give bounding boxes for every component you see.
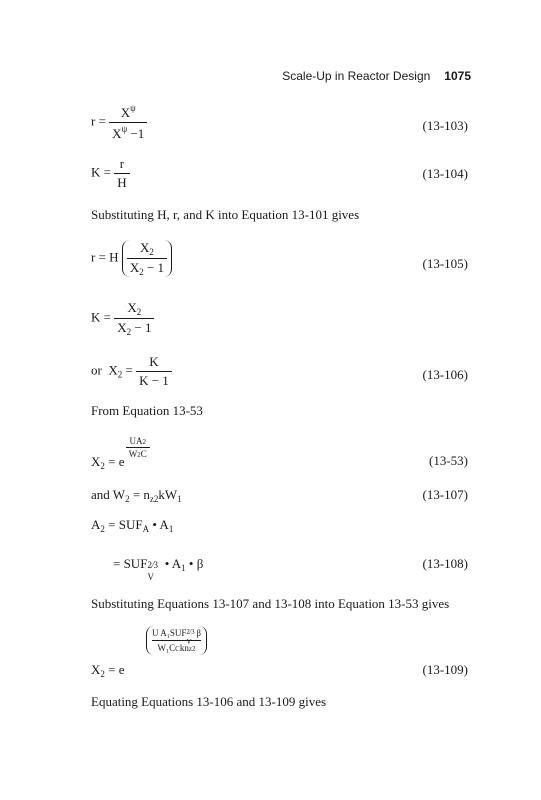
eq108-b: • A xyxy=(161,556,182,571)
eq-number-13-104: (13-104) xyxy=(422,166,468,181)
eq-number-13-108: (13-108) xyxy=(422,556,468,571)
eq53-exp-den: W xyxy=(128,449,138,459)
eq104-lhs: K = xyxy=(91,164,111,180)
eq53-lhs-sub: 2 xyxy=(100,461,105,471)
eq107-a: and W xyxy=(91,487,126,502)
eq109-exp-den-tail: kn xyxy=(179,643,189,653)
eq53-exp-num-sub: 2 xyxy=(142,438,146,446)
eq103-den-tail: −1 xyxy=(127,126,145,141)
eq103-den: X xyxy=(112,126,122,141)
prose-from-equation: From Equation 13-53 xyxy=(91,403,203,418)
eq105-num-sub: 2 xyxy=(149,247,154,257)
prose-equating-equations: Equating Equations 13-106 and 13-109 gives xyxy=(91,694,327,709)
eq109-exp-num-sup: 2⁄3 xyxy=(186,628,195,636)
prose-substituting-equations: Substituting Equations 13-107 and 13-108 into Equation 13-53 gives xyxy=(91,596,450,611)
eq53-exp-den-tail: C xyxy=(140,449,147,459)
eq108-a: = SUF xyxy=(113,556,148,571)
eq109-exp-num-sub: V xyxy=(186,638,192,646)
eqa2-a: A xyxy=(91,517,101,532)
eqa2-c: • A xyxy=(149,517,169,532)
eq103-fraction xyxy=(109,103,147,142)
eq-number-13-106: (13-106) xyxy=(422,367,468,382)
prose-substituting-hrk: Substituting H, r, and K into Equation 13-101 gives xyxy=(91,207,360,222)
eq-number-13-109: (13-109) xyxy=(422,662,468,677)
eq-number-13-105: (13-105) xyxy=(422,256,468,271)
eq107-b-sub: z2 xyxy=(149,494,159,504)
eqk-fraction xyxy=(114,300,154,337)
eq107-a-sub: 2 xyxy=(125,494,130,504)
eq108-a-sup: 2⁄3 xyxy=(147,560,158,570)
eq105-den: X xyxy=(129,260,140,275)
eq106-prefix: or xyxy=(91,362,102,378)
eq109-exp-den-sub: C xyxy=(175,645,180,653)
equation-a2 xyxy=(91,517,173,534)
eq105-den-sub: 2 xyxy=(139,267,144,277)
eqk-num: X xyxy=(127,300,137,315)
equation-13-106 xyxy=(91,354,172,389)
eq53-eq: = e xyxy=(104,454,125,469)
eq109-eq: = e xyxy=(104,662,125,677)
eqk-den-tail: − 1 xyxy=(131,320,152,335)
eqk-num-sub: 2 xyxy=(136,307,142,317)
eq105-den-tail: − 1 xyxy=(143,260,165,275)
eq53-exponent xyxy=(126,436,150,459)
equation-13-104 xyxy=(91,156,130,191)
running-header xyxy=(0,69,471,83)
equation-13-53 xyxy=(91,436,152,471)
eqa2-b-sub: A xyxy=(142,524,150,534)
eqk-den-sub: 2 xyxy=(126,327,132,337)
eqa2-c-sub: 1 xyxy=(168,524,174,534)
eq53-exp-num: UA xyxy=(129,436,143,446)
eq104-num: r xyxy=(114,156,129,174)
eq106-num: K xyxy=(136,354,172,372)
eq53-lhs: X xyxy=(91,454,101,469)
eq103-den-sup: ψ xyxy=(121,124,128,134)
eq105-parentheses xyxy=(122,240,172,277)
eq109-exponent xyxy=(146,626,207,655)
eq103-num-sup: ψ xyxy=(130,103,136,113)
eq104-fraction xyxy=(114,156,129,191)
equation-13-103 xyxy=(91,103,147,142)
eq53-exp-den-sub: 2 xyxy=(137,451,141,459)
eq109-exp-num: U A₁SUF xyxy=(152,628,187,638)
eq109-exp-den-sub2: z2 xyxy=(188,645,196,653)
eq106-fraction xyxy=(136,354,172,389)
eq103-lhs: r = xyxy=(91,113,106,129)
eq107-c: kW xyxy=(158,487,178,502)
equation-13-107 xyxy=(91,487,182,504)
eqk-den: X xyxy=(117,320,127,335)
equation-k-x2 xyxy=(91,300,154,337)
eq104-den: H xyxy=(117,175,127,190)
eq-number-13-107: (13-107) xyxy=(422,487,468,502)
eq109-exp-num-tail: β xyxy=(196,628,201,638)
eq103-num: X xyxy=(120,105,131,120)
eq106-eq: = xyxy=(122,362,133,378)
eq108-a-sub: V xyxy=(147,572,154,582)
eqk-lhs: K = xyxy=(91,309,111,325)
eq105-lhs: r = H xyxy=(91,249,119,265)
eq109-exp-den: W₁C xyxy=(157,643,176,653)
eq109-lhs: X xyxy=(91,662,101,677)
eqa2-a-sub: 2 xyxy=(100,524,105,534)
eq105-num: X xyxy=(139,240,150,255)
eq108-b-sub: 1 xyxy=(181,563,186,573)
eq106-lhs: X xyxy=(108,362,118,378)
eq109-lhs-sub: 2 xyxy=(100,669,105,679)
eq-number-13-53: (13-53) xyxy=(429,453,468,468)
equation-13-105 xyxy=(91,240,172,277)
eq107-c-sub: 1 xyxy=(177,494,182,504)
eq106-lhs-sub: 2 xyxy=(117,369,123,380)
eq107-b: = n xyxy=(129,487,150,502)
running-title: Scale-Up in Reactor Design xyxy=(282,69,431,83)
eq105-fraction xyxy=(127,240,167,277)
equation-13-108 xyxy=(113,556,204,582)
eq-number-13-103: (13-103) xyxy=(422,118,468,133)
eqa2-b: = SUF xyxy=(104,517,143,532)
eq106-den: K − 1 xyxy=(139,373,169,388)
page-number: 1075 xyxy=(444,69,471,83)
eq108-c: • β xyxy=(185,556,204,571)
